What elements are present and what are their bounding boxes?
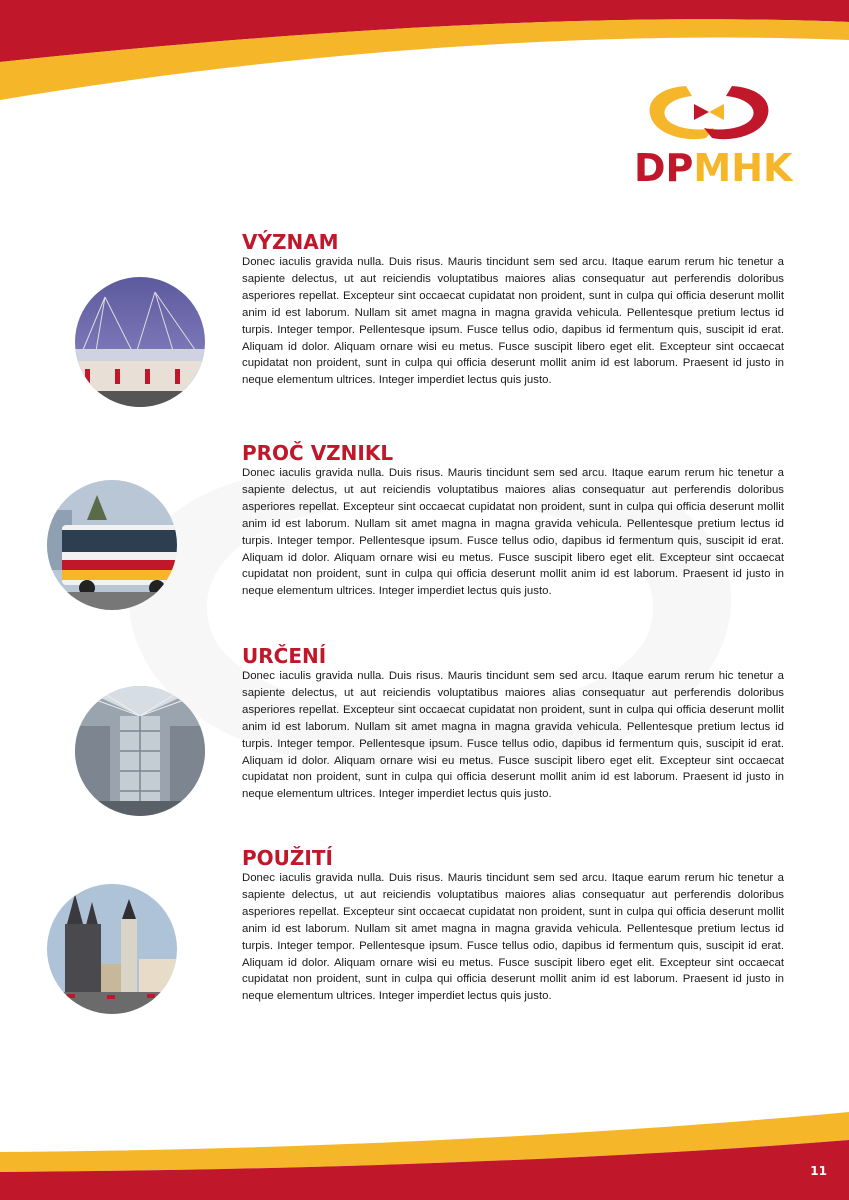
page-number: 11: [810, 1164, 827, 1178]
logo-wordmark: [634, 148, 792, 188]
logo-part-dp: DP: [634, 146, 694, 190]
logo-part-mhk: MHK: [693, 146, 793, 190]
section-heading: PROČ VZNIKL: [242, 441, 394, 465]
bus-photo: [47, 480, 177, 610]
town-square-photo: [47, 884, 177, 1014]
section-urceni: [242, 644, 784, 803]
atrium-photo: [75, 686, 205, 816]
section-vyznam: [242, 230, 784, 389]
section-body: Donec iaculis gravida nulla. Duis risus. Mauris tincidunt sem sed arcu. Itaque earum rerum hic tenetur a sapiente delectus, ut aut reiciendis voluptatibus maiores alias consequatur aut perferendis doloribus asperiores repellat. Excepteur sint occaecat cupidatat non proident, sunt in culpa qui officia deserunt mollit anim id est laborum. Nullam sit amet magna in magna gravida vehicula. Pellentesque pretium lectus id turpis. Integer tempor. Pellentesque ipsum. Fusce tellus odio, dapibus id fermentum quis, suscipit id erat. Aliquam id dolor. Aliquam ornare wisi eu metus. Fusce suscipit libero eget elit. Excepteur sint occaecat cupidatat non proident, sunt in culpa qui officia deserunt mollit anim id est laborum. Praesent id justo in neque elementum ultrices. Integer imperdiet lectus quis justo.: [242, 670, 784, 801]
section-body: Donec iaculis gravida nulla. Duis risus. Mauris tincidunt sem sed arcu. Itaque earum rerum hic tenetur a sapiente delectus, ut aut reiciendis voluptatibus maiores alias consequatur aut perferendis doloribus asperiores repellat. Excepteur sint occaecat cupidatat non proident, sunt in culpa qui officia deserunt mollit anim id est laborum. Nullam sit amet magna in magna gravida vehicula. Pellentesque pretium lectus id turpis. Integer tempor. Pellentesque ipsum. Fusce tellus odio, dapibus id fermentum quis, suscipit id erat. Aliquam id dolor. Aliquam ornare wisi eu metus. Fusce suscipit libero eget elit. Excepteur sint occaecat cupidatat non proident, sunt in culpa qui officia deserunt mollit anim id est laborum. Praesent id justo in neque elementum ultrices. Integer imperdiet lectus quis justo.: [242, 467, 784, 598]
dpmhk-logo-icon: [634, 82, 784, 152]
section-body: Donec iaculis gravida nulla. Duis risus. Mauris tincidunt sem sed arcu. Itaque earum rerum hic tenetur a sapiente delectus, ut aut reiciendis voluptatibus maiores alias consequatur aut perferendis doloribus asperiores repellat. Excepteur sint occaecat cupidatat non proident, sunt in culpa qui officia deserunt mollit anim id est laborum. Nullam sit amet magna in magna gravida vehicula. Pellentesque pretium lectus id turpis. Integer tempor. Pellentesque ipsum. Fusce tellus odio, dapibus id fermentum quis, suscipit id erat. Aliquam id dolor. Aliquam ornare wisi eu metus. Fusce suscipit libero eget elit. Excepteur sint occaecat cupidatat non proident, sunt in culpa qui officia deserunt mollit anim id est laborum. Praesent id justo in neque elementum ultrices. Integer imperdiet lectus quis justo.: [242, 256, 784, 387]
section-body: Donec iaculis gravida nulla. Duis risus. Mauris tincidunt sem sed arcu. Itaque earum rerum hic tenetur a sapiente delectus, ut aut reiciendis voluptatibus maiores alias consequatur aut perferendis doloribus asperiores repellat. Excepteur sint occaecat cupidatat non proident, sunt in culpa qui officia deserunt mollit anim id est laborum. Nullam sit amet magna in magna gravida vehicula. Pellentesque pretium lectus id turpis. Integer tempor. Pellentesque ipsum. Fusce tellus odio, dapibus id fermentum quis, suscipit id erat. Aliquam id dolor. Aliquam ornare wisi eu metus. Fusce suscipit libero eget elit. Excepteur sint occaecat cupidatat non proident, sunt in culpa qui officia deserunt mollit anim id est laborum. Praesent id justo in neque elementum ultrices. Integer imperdiet lectus quis justo.: [242, 872, 784, 1003]
section-heading: POUŽITÍ: [242, 846, 333, 870]
station-photo: [75, 277, 205, 407]
section-heading: VÝZNAM: [242, 230, 339, 254]
section-heading: URČENÍ: [242, 644, 327, 668]
section-pouziti: [242, 846, 784, 1005]
section-proc-vznikl: [242, 441, 784, 600]
